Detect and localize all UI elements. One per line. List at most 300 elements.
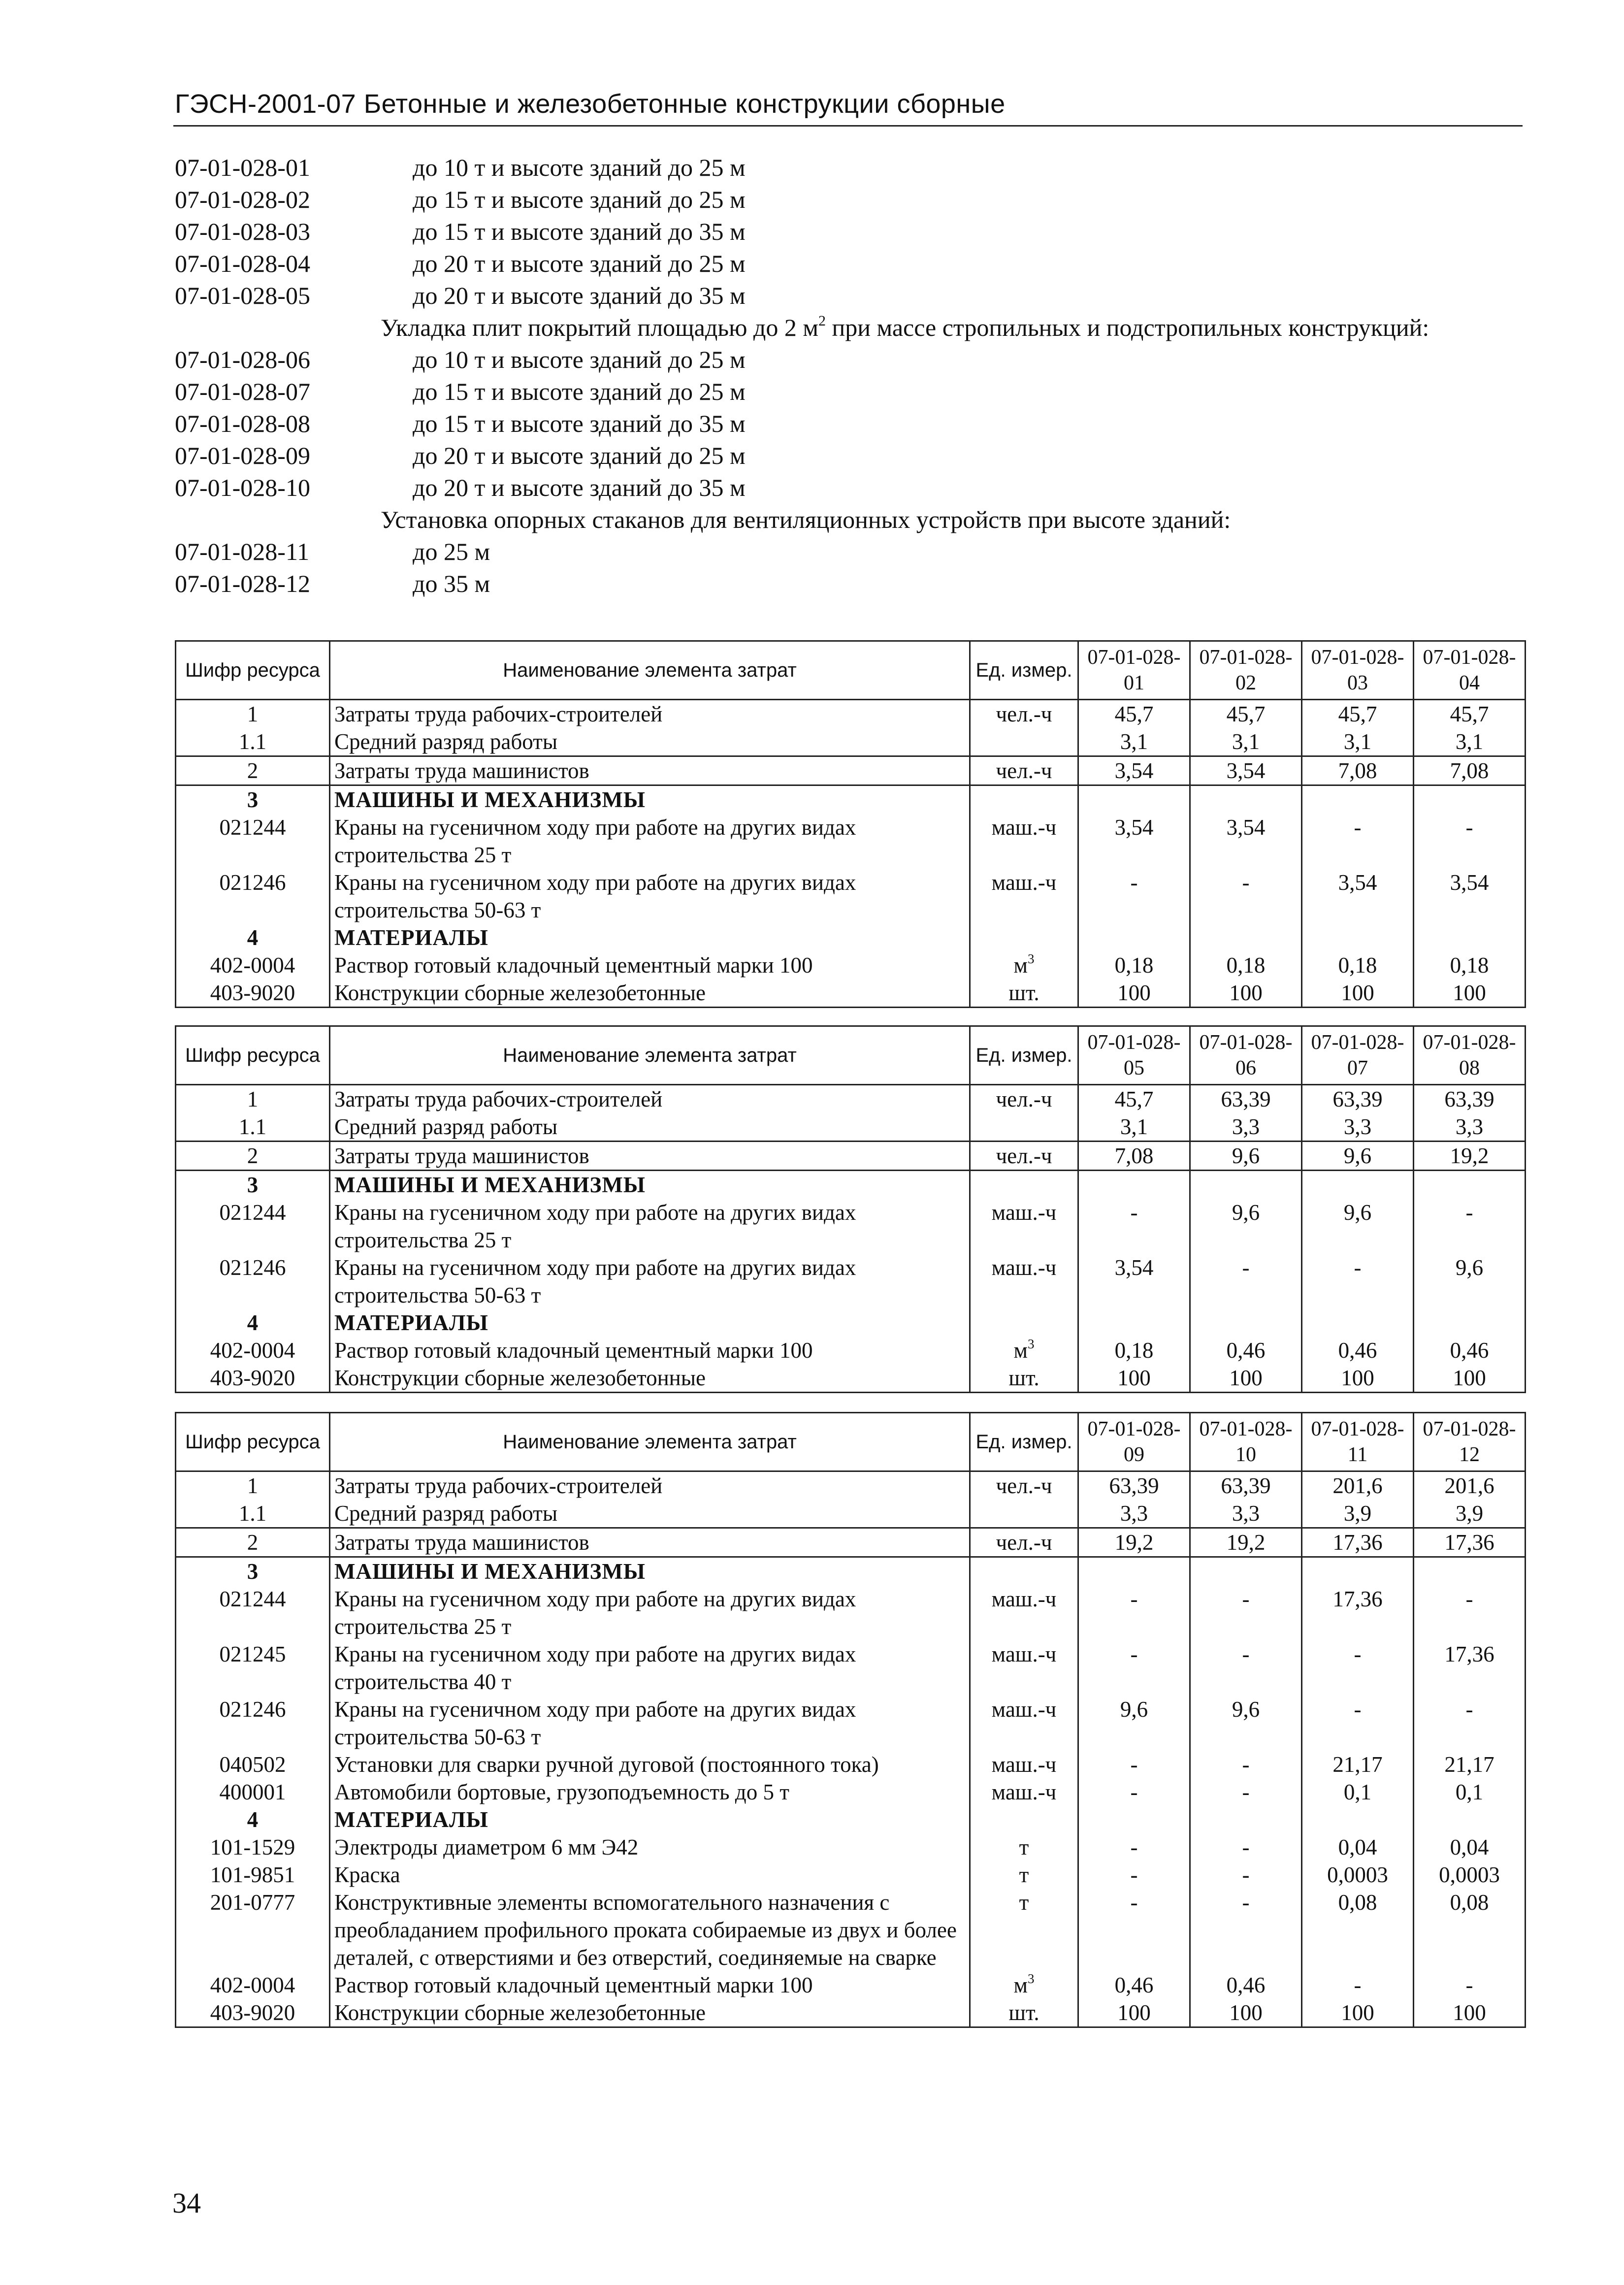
- row-value: -: [1190, 1585, 1302, 1640]
- row-code: 400001: [176, 1778, 330, 1806]
- norm-description: до 20 т и высоте зданий до 25 м: [413, 442, 746, 469]
- header-norm-column: 07-01-028-03: [1302, 641, 1414, 700]
- header-unit: Ед. измер.: [970, 1413, 1078, 1471]
- row-value: [1302, 1309, 1414, 1337]
- row-value: 3,54: [1078, 814, 1190, 869]
- row-unit: [970, 924, 1078, 951]
- row-unit: [970, 1142, 1078, 1171]
- row-value: 3,54: [1078, 1254, 1190, 1309]
- row-code: 403-9020: [176, 979, 330, 1008]
- row-name: Краны на гусеничном ходу при работе на других видах строительства 50-63 т: [330, 1254, 970, 1309]
- row-value: [1414, 1171, 1526, 1199]
- row-value: [1190, 1171, 1302, 1199]
- row-code: 021244: [176, 814, 330, 869]
- table-row: [176, 1471, 1526, 1500]
- unit-text: чел.-ч: [996, 758, 1052, 783]
- row-value: 100: [1302, 1364, 1414, 1393]
- row-unit: [970, 1640, 1078, 1696]
- row-value: 0,46: [1078, 1971, 1190, 1999]
- row-value: -: [1190, 1254, 1302, 1309]
- row-code: 101-1529: [176, 1833, 330, 1861]
- row-name: Краны на гусеничном ходу при работе на других видах строительства 40 т: [330, 1640, 970, 1696]
- row-value: 0,46: [1190, 1337, 1302, 1364]
- row-unit: [970, 1085, 1078, 1113]
- row-value: 3,3: [1190, 1500, 1302, 1528]
- row-value: -: [1302, 1254, 1414, 1309]
- norm-description: до 20 т и высоте зданий до 35 м: [413, 282, 746, 309]
- row-code: 402-0004: [176, 1337, 330, 1364]
- row-value: [1302, 785, 1414, 814]
- section-title: МАШИНЫ И МЕХАНИЗМЫ: [330, 1557, 970, 1586]
- row-code: 1.1: [176, 1113, 330, 1142]
- table-row: [176, 924, 1526, 951]
- norm-code: 07-01-028-01: [175, 154, 310, 181]
- row-value: 100: [1414, 1999, 1526, 2027]
- row-unit: [970, 1309, 1078, 1337]
- unit-text: чел.-ч: [996, 1087, 1052, 1111]
- unit-text: шт.: [1008, 1366, 1039, 1390]
- row-code: 3: [176, 785, 330, 814]
- row-value: 17,36: [1414, 1528, 1526, 1557]
- row-unit: [970, 1999, 1078, 2027]
- row-unit: [970, 1557, 1078, 1586]
- section-title: МАШИНЫ И МЕХАНИЗМЫ: [330, 785, 970, 814]
- code-line: [175, 248, 1524, 280]
- unit-superscript: 3: [1027, 1337, 1035, 1352]
- row-value: 3,1: [1414, 728, 1526, 756]
- row-value: 3,3: [1078, 1500, 1190, 1528]
- unit-text: маш.-ч: [991, 815, 1057, 840]
- row-unit: [970, 814, 1078, 869]
- header-unit: Ед. измер.: [970, 641, 1078, 700]
- row-value: -: [1414, 814, 1526, 869]
- table-header-row: [176, 1026, 1526, 1085]
- header-cost-element: Наименование элемента затрат: [330, 641, 970, 700]
- page-number: 34: [172, 2187, 201, 2219]
- row-value: 9,6: [1302, 1142, 1414, 1171]
- row-code: 021246: [176, 1254, 330, 1309]
- table-row: [176, 1861, 1526, 1889]
- row-value: [1414, 1806, 1526, 1833]
- row-value: 45,7: [1190, 700, 1302, 728]
- row-code: 021246: [176, 869, 330, 924]
- row-value: -: [1190, 1889, 1302, 1971]
- table-row: [176, 869, 1526, 924]
- row-value: 100: [1302, 979, 1414, 1008]
- norm-description: до 25 м: [413, 538, 490, 565]
- row-unit: [970, 1971, 1078, 1999]
- row-code: 4: [176, 1309, 330, 1337]
- row-code: 3: [176, 1557, 330, 1586]
- row-unit: [970, 951, 1078, 979]
- row-name: Затраты труда рабочих-строителей: [330, 1085, 970, 1113]
- row-value: [1190, 1309, 1302, 1337]
- norm-description: до 10 т и высоте зданий до 25 м: [413, 346, 746, 373]
- row-value: 100: [1078, 1364, 1190, 1393]
- row-value: 0,18: [1078, 951, 1190, 979]
- table-row: [176, 1085, 1526, 1113]
- row-value: 0,08: [1414, 1889, 1526, 1971]
- row-value: -: [1078, 1861, 1190, 1889]
- row-value: 0,18: [1414, 951, 1526, 979]
- row-unit: [970, 1528, 1078, 1557]
- unit-text: т: [1019, 1835, 1029, 1860]
- row-value: 63,39: [1414, 1085, 1526, 1113]
- row-value: [1190, 1806, 1302, 1833]
- row-value: 3,3: [1302, 1113, 1414, 1142]
- row-code: 021244: [176, 1199, 330, 1254]
- row-unit: [970, 1778, 1078, 1806]
- header-norm-column: 07-01-028-09: [1078, 1413, 1190, 1471]
- row-value: [1302, 1171, 1414, 1199]
- row-value: 0,04: [1302, 1833, 1414, 1861]
- resource-table-2: [175, 1025, 1526, 1393]
- table-row: [176, 1640, 1526, 1696]
- row-value: -: [1414, 1696, 1526, 1751]
- row-unit: [970, 1113, 1078, 1142]
- row-value: 100: [1078, 1999, 1190, 2027]
- row-value: 45,7: [1078, 1085, 1190, 1113]
- code-line: [175, 408, 1524, 440]
- table-row: [176, 1889, 1526, 1971]
- row-unit: [970, 979, 1078, 1008]
- row-unit: [970, 1199, 1078, 1254]
- row-code: 2: [176, 1528, 330, 1557]
- row-value: 0,46: [1302, 1337, 1414, 1364]
- running-header: ГЭСН-2001-07 Бетонные и железобетонные конструкции сборные: [175, 89, 1006, 119]
- table-row: [176, 1142, 1526, 1171]
- row-unit: [970, 728, 1078, 756]
- row-value: [1190, 1557, 1302, 1586]
- row-unit: [970, 1254, 1078, 1309]
- row-name: Раствор готовый кладочный цементный марки 100: [330, 951, 970, 979]
- resource-table-3: [175, 1412, 1526, 2028]
- row-value: 7,08: [1078, 1142, 1190, 1171]
- row-name: Краны на гусеничном ходу при работе на других видах строительства 25 т: [330, 1199, 970, 1254]
- row-value: -: [1190, 1778, 1302, 1806]
- row-unit: [970, 1171, 1078, 1199]
- unit-text: маш.-ч: [991, 870, 1057, 895]
- section-title: МАТЕРИАЛЫ: [330, 1309, 970, 1337]
- row-value: -: [1190, 1751, 1302, 1778]
- unit-text: чел.-ч: [996, 1473, 1052, 1498]
- header-norm-column: 07-01-028-01: [1078, 641, 1190, 700]
- row-value: -: [1302, 1640, 1414, 1696]
- header-cost-element: Наименование элемента затрат: [330, 1413, 970, 1471]
- row-value: 201,6: [1414, 1471, 1526, 1500]
- row-value: 0,04: [1414, 1833, 1526, 1861]
- row-value: -: [1414, 1199, 1526, 1254]
- row-value: [1078, 785, 1190, 814]
- code-line: [175, 216, 1524, 248]
- row-value: 17,36: [1302, 1528, 1414, 1557]
- row-value: 3,1: [1078, 728, 1190, 756]
- row-unit: [970, 1806, 1078, 1833]
- row-value: 100: [1078, 979, 1190, 1008]
- row-code: 2: [176, 1142, 330, 1171]
- row-value: -: [1302, 1696, 1414, 1751]
- table-row: [176, 951, 1526, 979]
- code-line: [175, 280, 1524, 312]
- row-unit: [970, 785, 1078, 814]
- row-value: 45,7: [1302, 700, 1414, 728]
- row-value: -: [1078, 1585, 1190, 1640]
- row-name: Средний разряд работы: [330, 728, 970, 756]
- row-name: Затраты труда рабочих-строителей: [330, 1471, 970, 1500]
- table-row: [176, 1778, 1526, 1806]
- row-name: Краны на гусеничном ходу при работе на других видах строительства 50-63 т: [330, 1696, 970, 1751]
- row-name: Конструкции сборные железобетонные: [330, 1999, 970, 2027]
- unit-text: маш.-ч: [991, 1587, 1057, 1611]
- row-value: 21,17: [1302, 1751, 1414, 1778]
- row-code: 201-0777: [176, 1889, 330, 1971]
- row-name: Затраты труда машинистов: [330, 1528, 970, 1557]
- row-code: 402-0004: [176, 1971, 330, 1999]
- code-line: [175, 152, 1524, 184]
- row-value: 63,39: [1190, 1085, 1302, 1113]
- row-value: 63,39: [1190, 1471, 1302, 1500]
- table-row: [176, 1751, 1526, 1778]
- row-code: 1.1: [176, 1500, 330, 1528]
- row-value: 100: [1414, 1364, 1526, 1393]
- row-value: -: [1302, 1971, 1414, 1999]
- row-value: 9,6: [1190, 1199, 1302, 1254]
- row-name: Раствор готовый кладочный цементный марки 100: [330, 1337, 970, 1364]
- row-value: 45,7: [1414, 700, 1526, 728]
- row-value: 3,9: [1302, 1500, 1414, 1528]
- table-row: [176, 1999, 1526, 2027]
- section-title: МАШИНЫ И МЕХАНИЗМЫ: [330, 1171, 970, 1199]
- row-value: 3,3: [1414, 1113, 1526, 1142]
- table-row: [176, 1113, 1526, 1142]
- table-row: [176, 1254, 1526, 1309]
- norm-code: 07-01-028-11: [175, 538, 310, 565]
- unit-text: маш.-ч: [991, 1642, 1057, 1666]
- norm-code: 07-01-028-03: [175, 218, 310, 245]
- row-name: Автомобили бортовые, грузоподъемность до 5 т: [330, 1778, 970, 1806]
- row-value: 0,18: [1302, 951, 1414, 979]
- norm-description: до 20 т и высоте зданий до 35 м: [413, 474, 746, 501]
- table-row: [176, 1364, 1526, 1393]
- row-code: 021245: [176, 1640, 330, 1696]
- row-value: [1078, 1309, 1190, 1337]
- row-value: 3,9: [1414, 1500, 1526, 1528]
- table-row: [176, 785, 1526, 814]
- row-unit: [970, 1861, 1078, 1889]
- row-unit: [970, 1889, 1078, 1971]
- row-value: 9,6: [1414, 1254, 1526, 1309]
- row-value: 100: [1190, 1364, 1302, 1393]
- resource-table-1: [175, 640, 1526, 1008]
- row-value: -: [1190, 869, 1302, 924]
- row-name: Раствор готовый кладочный цементный марки 100: [330, 1971, 970, 1999]
- row-value: [1302, 1806, 1414, 1833]
- row-value: 0,46: [1414, 1337, 1526, 1364]
- row-value: 3,54: [1190, 814, 1302, 869]
- code-line: [175, 472, 1524, 504]
- row-value: 21,17: [1414, 1751, 1526, 1778]
- row-value: 3,1: [1302, 728, 1414, 756]
- code-line: [175, 344, 1524, 376]
- row-value: 3,3: [1190, 1113, 1302, 1142]
- unit-text: м: [1013, 1973, 1028, 1997]
- norm-code: 07-01-028-09: [175, 442, 310, 469]
- header-norm-column: 07-01-028-08: [1414, 1026, 1526, 1085]
- row-value: 0,18: [1190, 951, 1302, 979]
- row-value: 9,6: [1078, 1696, 1190, 1751]
- row-value: 0,0003: [1302, 1861, 1414, 1889]
- header-norm-column: 07-01-028-07: [1302, 1026, 1414, 1085]
- row-value: -: [1078, 1640, 1190, 1696]
- row-code: 040502: [176, 1751, 330, 1778]
- row-name: Затраты труда рабочих-строителей: [330, 700, 970, 728]
- row-name: Конструкции сборные железобетонные: [330, 1364, 970, 1393]
- row-name: Конструктивные элементы вспомогательного назначения с преобладанием профильного проката собираемые из двух и более деталей, с отверстиями и без отверстий, соединяемые на сварке: [330, 1889, 970, 1971]
- row-code: 402-0004: [176, 951, 330, 979]
- row-code: 1: [176, 1471, 330, 1500]
- code-line: [175, 184, 1524, 216]
- code-line: [175, 568, 1524, 600]
- unit-superscript: 3: [1027, 1971, 1035, 1987]
- section-heading-slabs: Укладка плит покрытий площадью до 2 $м^2$ при массе стропильных и подстропильных конструкций:: [381, 313, 1429, 341]
- norm-description: до 15 т и высоте зданий до 25 м: [413, 186, 746, 213]
- norm-code: 07-01-028-07: [175, 378, 310, 405]
- row-unit: [970, 756, 1078, 785]
- unit-text: маш.-ч: [991, 1697, 1057, 1722]
- row-value: 19,2: [1414, 1142, 1526, 1171]
- unit-text: чел.-ч: [996, 1530, 1052, 1555]
- norm-description: до 15 т и высоте зданий до 25 м: [413, 378, 746, 405]
- row-value: [1190, 924, 1302, 951]
- row-value: -: [1414, 1971, 1526, 1999]
- norm-code: 07-01-028-05: [175, 282, 310, 309]
- row-value: 7,08: [1302, 756, 1414, 785]
- row-code: 1.1: [176, 728, 330, 756]
- code-line: [175, 376, 1524, 408]
- table-row: [176, 1833, 1526, 1861]
- row-value: 17,36: [1414, 1640, 1526, 1696]
- row-value: 19,2: [1190, 1528, 1302, 1557]
- header-rule: [173, 125, 1523, 127]
- table-row: [176, 756, 1526, 785]
- row-value: 0,1: [1414, 1778, 1526, 1806]
- row-code: 4: [176, 924, 330, 951]
- table-row: [176, 1500, 1526, 1528]
- norm-description: до 10 т и высоте зданий до 25 м: [413, 154, 746, 181]
- table-row: [176, 1528, 1526, 1557]
- row-code: 021246: [176, 1696, 330, 1751]
- table-row: [176, 1806, 1526, 1833]
- header-resource-code: Шифр ресурса: [176, 1026, 330, 1085]
- row-value: -: [1302, 814, 1414, 869]
- row-value: [1302, 924, 1414, 951]
- row-unit: [970, 869, 1078, 924]
- row-code: 403-9020: [176, 1364, 330, 1393]
- row-value: -: [1078, 1778, 1190, 1806]
- row-name: Краны на гусеничном ходу при работе на других видах строительства 25 т: [330, 814, 970, 869]
- row-unit: [970, 1751, 1078, 1778]
- row-value: [1078, 1171, 1190, 1199]
- row-value: -: [1190, 1861, 1302, 1889]
- code-list: [175, 152, 1524, 600]
- row-code: 101-9851: [176, 1861, 330, 1889]
- row-value: -: [1414, 1585, 1526, 1640]
- row-value: 100: [1190, 979, 1302, 1008]
- table-row: [176, 1337, 1526, 1364]
- header-cost-element: Наименование элемента затрат: [330, 1026, 970, 1085]
- row-value: 0,08: [1302, 1889, 1414, 1971]
- row-value: 0,46: [1190, 1971, 1302, 1999]
- header-norm-column: 07-01-028-05: [1078, 1026, 1190, 1085]
- row-code: 4: [176, 1806, 330, 1833]
- norm-description: до 15 т и высоте зданий до 35 м: [413, 410, 746, 437]
- row-name: Конструкции сборные железобетонные: [330, 979, 970, 1008]
- table-row: [176, 1971, 1526, 1999]
- header-norm-column: 07-01-028-06: [1190, 1026, 1302, 1085]
- row-code: 1: [176, 700, 330, 728]
- row-name: Средний разряд работы: [330, 1500, 970, 1528]
- header-norm-column: 07-01-028-12: [1414, 1413, 1526, 1471]
- row-value: -: [1190, 1833, 1302, 1861]
- row-value: 0,0003: [1414, 1861, 1526, 1889]
- table-row: [176, 814, 1526, 869]
- unit-text: м: [1013, 1338, 1028, 1363]
- row-value: 0,18: [1078, 1337, 1190, 1364]
- row-unit: [970, 1696, 1078, 1751]
- header-norm-column: 07-01-028-11: [1302, 1413, 1414, 1471]
- row-value: -: [1078, 1833, 1190, 1861]
- norm-code: 07-01-028-02: [175, 186, 310, 213]
- row-value: 3,54: [1302, 869, 1414, 924]
- norm-description: до 15 т и высоте зданий до 35 м: [413, 218, 746, 245]
- row-code: 021244: [176, 1585, 330, 1640]
- row-code: 3: [176, 1171, 330, 1199]
- table-row: [176, 1585, 1526, 1640]
- header-norm-column: 07-01-028-04: [1414, 641, 1526, 700]
- row-value: 9,6: [1302, 1199, 1414, 1254]
- row-value: 9,6: [1190, 1142, 1302, 1171]
- unit-text: м: [1013, 953, 1028, 978]
- row-name: Затраты труда машинистов: [330, 1142, 970, 1171]
- row-value: [1190, 785, 1302, 814]
- unit-text: маш.-ч: [991, 1200, 1057, 1225]
- table-row: [176, 1557, 1526, 1586]
- norm-description: до 35 м: [413, 570, 490, 597]
- unit-text: чел.-ч: [996, 1143, 1052, 1168]
- row-name: Краска: [330, 1861, 970, 1889]
- header-norm-column: 07-01-028-10: [1190, 1413, 1302, 1471]
- header-resource-code: Шифр ресурса: [176, 641, 330, 700]
- norm-code: 07-01-028-04: [175, 250, 310, 277]
- row-value: 3,1: [1078, 1113, 1190, 1142]
- row-value: 63,39: [1078, 1471, 1190, 1500]
- row-value: 17,36: [1302, 1585, 1414, 1640]
- unit-text: чел.-ч: [996, 702, 1052, 726]
- table-row: [176, 1171, 1526, 1199]
- row-name: Краны на гусеничном ходу при работе на других видах строительства 25 т: [330, 1585, 970, 1640]
- row-value: 100: [1190, 1999, 1302, 2027]
- row-value: -: [1190, 1640, 1302, 1696]
- table-row: [176, 728, 1526, 756]
- row-unit: [970, 1500, 1078, 1528]
- row-value: [1078, 924, 1190, 951]
- row-value: [1414, 1309, 1526, 1337]
- row-value: 201,6: [1302, 1471, 1414, 1500]
- code-line: [175, 440, 1524, 472]
- row-value: [1414, 924, 1526, 951]
- row-value: 3,54: [1414, 869, 1526, 924]
- row-value: 3,54: [1190, 756, 1302, 785]
